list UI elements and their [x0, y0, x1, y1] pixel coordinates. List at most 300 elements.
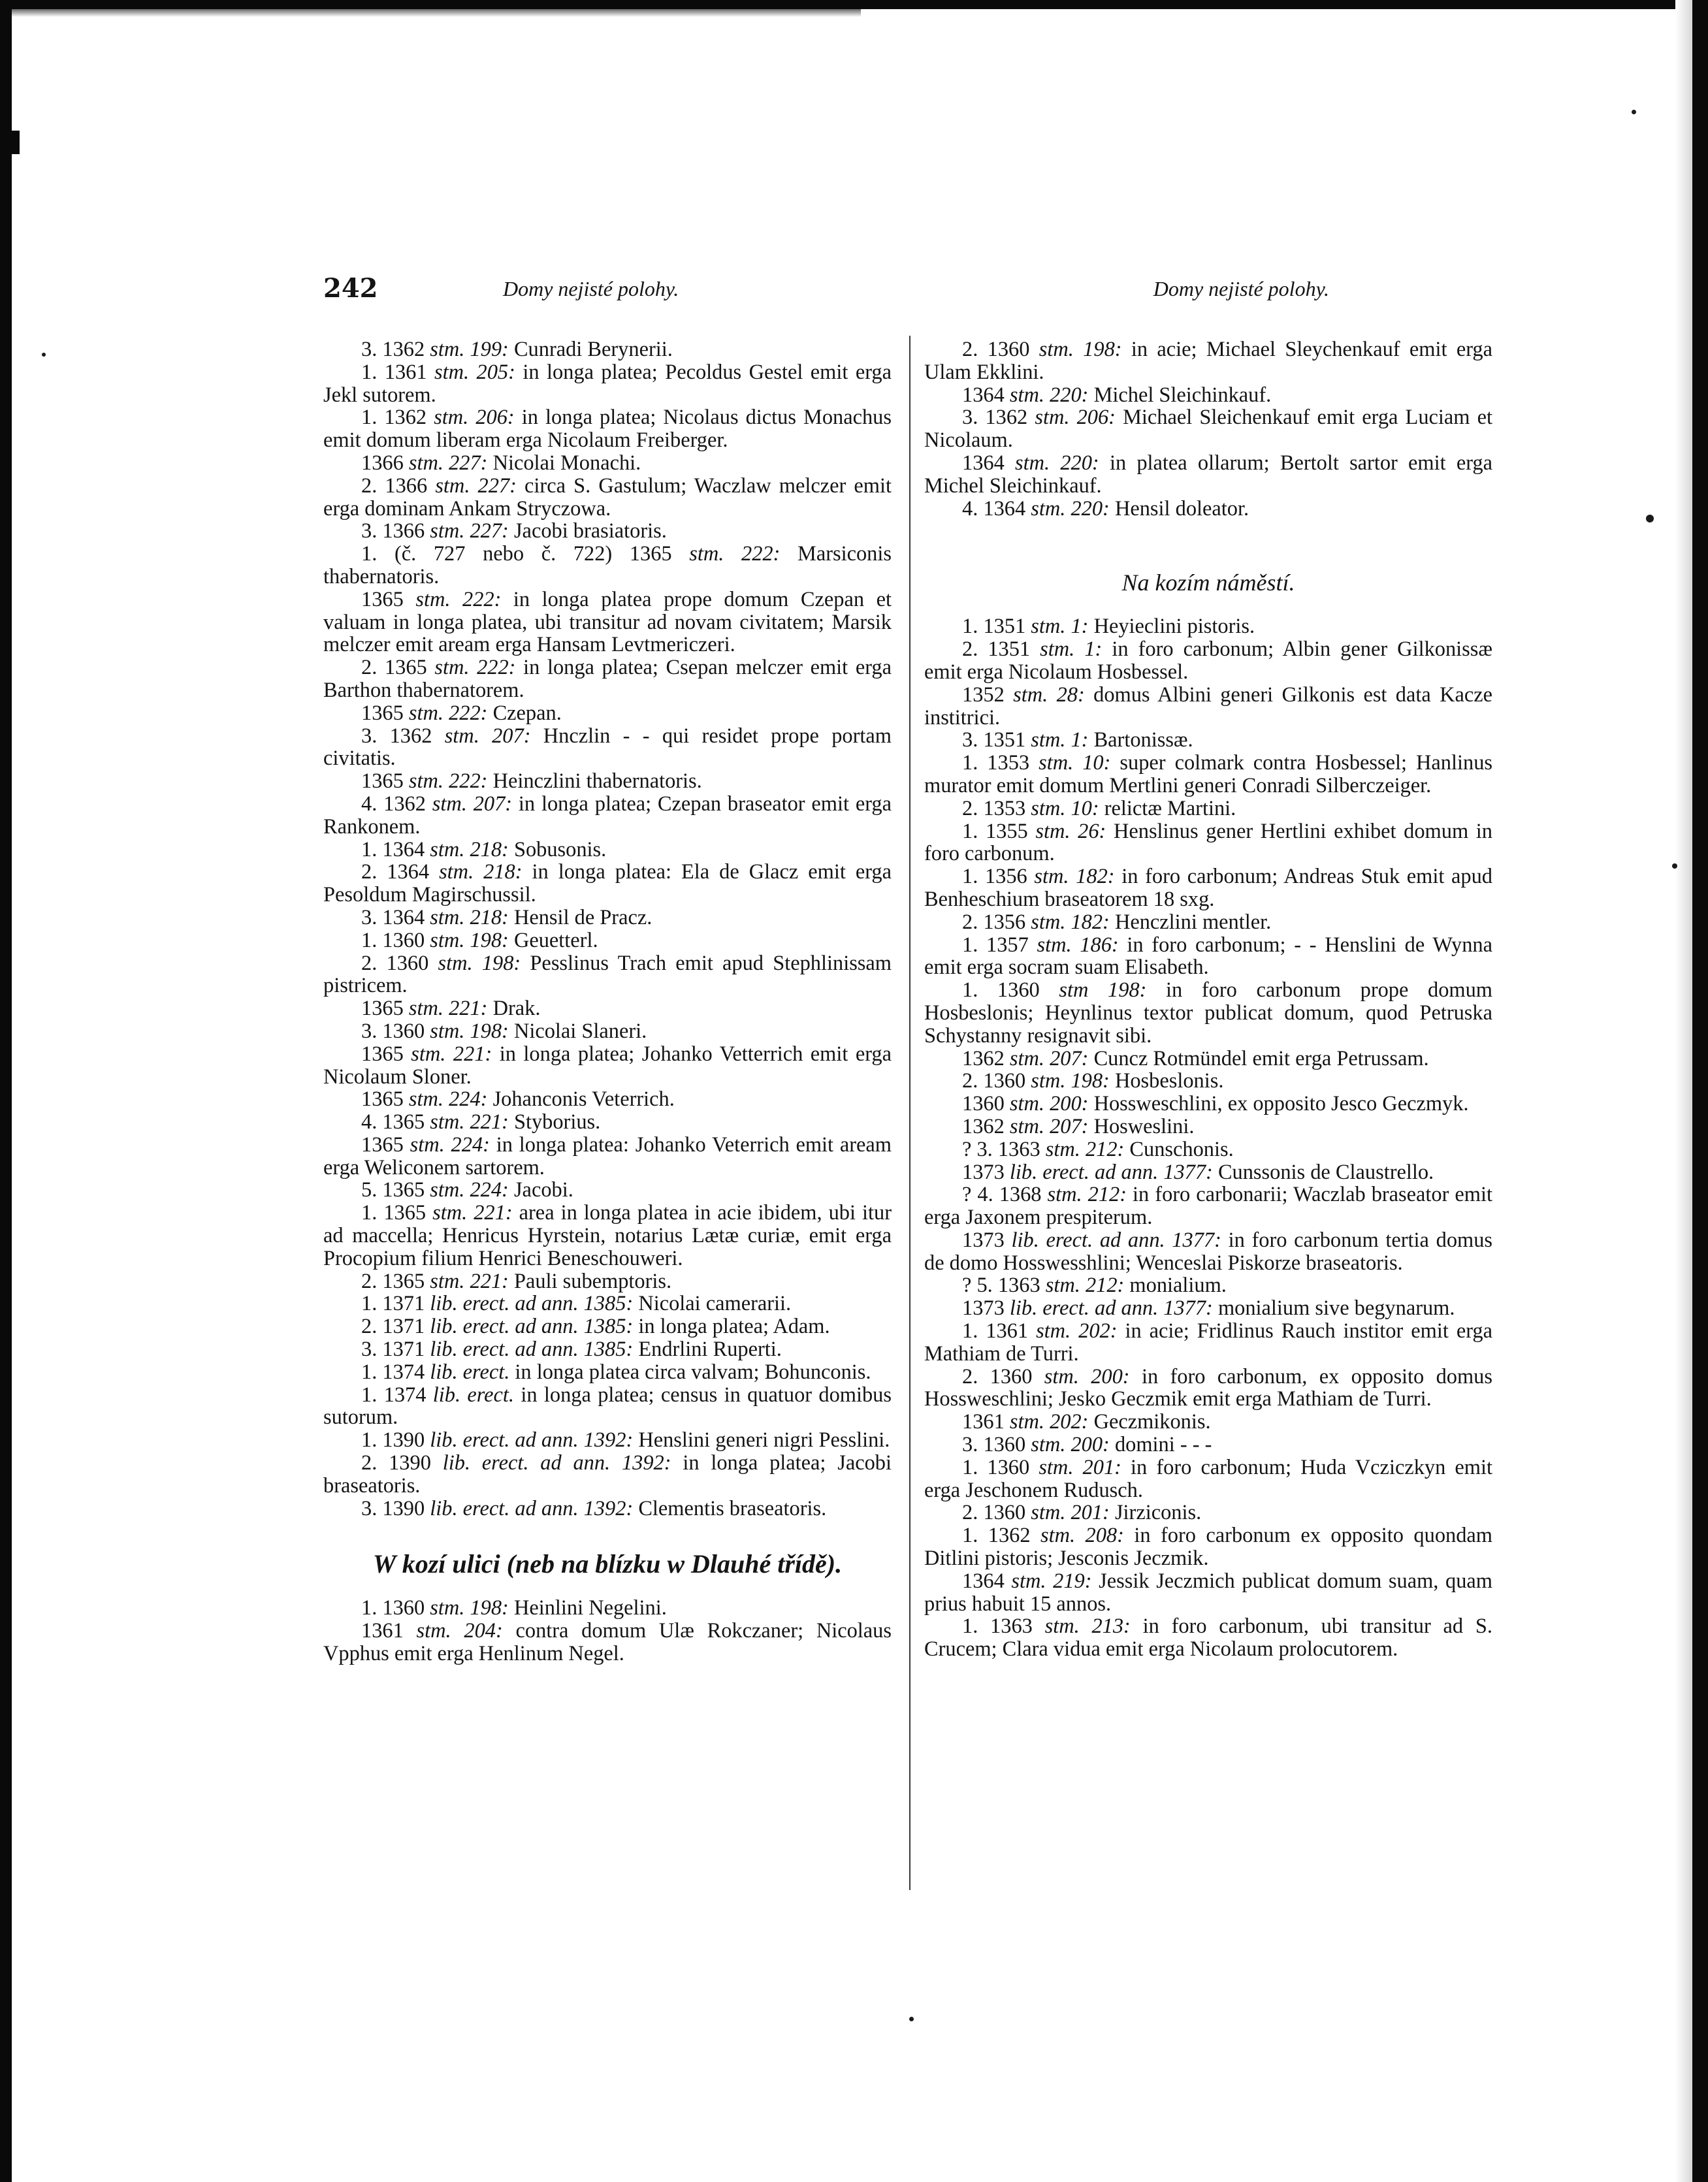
entry-source-reference: stm. 227:	[435, 473, 517, 498]
entry-source-reference: stm. 198:	[430, 1596, 509, 1620]
entry-source-reference: stm. 213:	[1044, 1614, 1131, 1639]
record-entry	[323, 406, 892, 452]
entry-text: in longa platea; Johanko Vetterrich emit erga Nicolaum Sloner.	[323, 1042, 892, 1089]
entry-text: Jacobi brasiatoris.	[508, 519, 667, 543]
entry-number: 2. 1365	[361, 656, 435, 680]
record-entry	[924, 1366, 1492, 1411]
entry-text: Cunssonis de Claustrello.	[1212, 1160, 1434, 1184]
entry-number: 1365	[361, 997, 409, 1021]
entry-number: 1373	[962, 1296, 1010, 1321]
record-entry	[323, 1597, 892, 1620]
entry-number: ? 3. 1363	[962, 1137, 1046, 1161]
entry-number: 1361	[962, 1410, 1010, 1434]
right-section-entries	[924, 615, 1492, 1661]
record-entry	[924, 1320, 1492, 1366]
entry-text: in foro carbonum, ex opposito domus Hossweschlini; Jesko Geczmik emit erga Mathiam de Turri.	[924, 1364, 1492, 1411]
record-entry	[924, 1524, 1492, 1570]
running-head-right: Domy nejisté polohy.	[1153, 277, 1329, 300]
entry-source-reference: stm. 198:	[1031, 1069, 1110, 1093]
entry-source-reference: stm. 218:	[430, 837, 509, 861]
entry-text: in acie; Michael Sleychenkauf emit erga Ulam Ekklini.	[924, 338, 1492, 384]
entry-source-reference: stm. 222:	[408, 701, 488, 725]
running-head-left: Domy nejisté polohy.	[503, 277, 679, 300]
entry-source-reference: stm. 222:	[415, 587, 502, 611]
record-entry	[323, 1620, 892, 1665]
entry-source-reference: stm. 207:	[1009, 1046, 1089, 1070]
entry-number: 1364	[962, 383, 1010, 407]
entry-source-reference: stm 198:	[1059, 978, 1147, 1003]
entry-source-reference: stm. 202:	[1009, 1410, 1089, 1434]
entry-source-reference: stm. 212:	[1045, 1274, 1125, 1298]
record-entry	[924, 1093, 1492, 1115]
entry-number: 1. 1364	[361, 837, 430, 861]
entry-source-reference: stm. 1:	[1031, 615, 1089, 639]
entry-source-reference: lib. erect. ad ann. 1392:	[430, 1428, 634, 1452]
entry-number: 3. 1390	[361, 1496, 430, 1520]
record-entry	[323, 1202, 892, 1270]
entry-source-reference: stm. 208:	[1040, 1524, 1124, 1548]
record-entry	[924, 979, 1492, 1047]
entry-source-reference: stm. 224:	[430, 1178, 509, 1202]
entry-text: in platea ollarum; Bertolt sartor emit erga Michel Sleichinkauf.	[924, 451, 1492, 498]
entry-number: 2. 1353	[962, 796, 1031, 820]
entry-source-reference: stm. 220:	[1031, 496, 1110, 521]
entry-number: 3. 1360	[962, 1433, 1031, 1457]
entry-number: 1. 1360	[962, 978, 1059, 1003]
entry-source-reference: stm. 221:	[408, 997, 488, 1021]
entry-text: in longa platea; Nicolaus dictus Monachus emit domum liberam erga Nicolaum Freiberger.	[323, 406, 892, 453]
entry-number: 3. 1351	[962, 728, 1031, 752]
entry-number: 1. 1357	[962, 933, 1037, 957]
entry-text: in longa platea; census in quatuor domibus sutorum.	[323, 1383, 892, 1430]
entry-number: 1361	[361, 1619, 417, 1643]
record-entry	[323, 1361, 892, 1384]
entry-text: Geczmikonis.	[1088, 1410, 1211, 1434]
right-column	[924, 338, 1492, 1661]
section-heading-kozi-namesti: Na kozím náměstí.	[1121, 570, 1295, 596]
record-entry	[323, 1498, 892, 1520]
record-entry	[323, 520, 892, 543]
entry-source-reference: stm. 207:	[444, 724, 531, 748]
entry-source-reference: stm. 198:	[1039, 338, 1122, 361]
record-entry	[323, 906, 892, 929]
entry-number: 1. 1356	[962, 865, 1035, 889]
entry-source-reference: lib. erect. ad ann. 1377:	[1011, 1228, 1221, 1252]
entry-source-reference: stm. 222:	[689, 542, 781, 566]
record-entry	[323, 588, 892, 656]
entry-text: monialium sive begynarum.	[1212, 1296, 1455, 1321]
record-entry	[323, 1384, 892, 1430]
entry-text: Geuetterl.	[508, 928, 598, 952]
entry-number: 3. 1364	[361, 905, 430, 929]
entry-source-reference: stm. 199:	[430, 338, 509, 361]
entry-number: 1. 1362	[962, 1524, 1040, 1548]
entry-text: Endrlini Ruperti.	[633, 1338, 782, 1362]
entry-source-reference: lib. erect. ad ann. 1377:	[1009, 1160, 1213, 1184]
record-entry	[924, 338, 1492, 384]
entry-text: in foro carbonum ex opposito quondam Ditlini pistoris; Jesconis Jeczmik.	[924, 1524, 1492, 1571]
entry-number: 1. 1374	[361, 1383, 433, 1407]
ink-speck	[42, 353, 46, 357]
record-entry	[924, 1434, 1492, 1456]
entry-text: Nicolai Monachi.	[487, 451, 641, 475]
entry-text: in longa platea; Czepan braseator emit erga Rankonem.	[323, 792, 892, 839]
entry-text: relictæ Martini.	[1099, 796, 1236, 820]
left-column	[323, 338, 892, 1665]
entry-text: Sobusonis.	[508, 837, 607, 861]
entry-source-reference: stm. 227:	[408, 451, 488, 475]
record-entry	[924, 797, 1492, 820]
entry-number: 1365	[361, 701, 409, 725]
entry-number: 2. 1360	[361, 951, 438, 975]
left-entries	[323, 338, 892, 1520]
record-entry	[924, 911, 1492, 934]
record-entry	[323, 1452, 892, 1498]
record-entry	[323, 861, 892, 906]
entry-source-reference: stm. 204:	[416, 1619, 503, 1643]
entry-text: in foro carbonum; Huda Vcziczkyn emit erga Jeschonem Rudusch.	[924, 1455, 1492, 1502]
entry-number: 1. 1361	[962, 1319, 1037, 1343]
entry-number: 1. 1351	[962, 615, 1031, 639]
entry-source-reference: stm. 221:	[430, 1269, 509, 1293]
entry-text: Cunradi Berynerii.	[508, 338, 673, 361]
entry-number: 1. (č. 727 nebo č. 722) 1365	[361, 542, 690, 566]
entry-text: in acie; Fridlinus Rauch institor emit erga Mathiam de Turri.	[924, 1319, 1492, 1366]
entry-number: 1. 1374	[361, 1360, 430, 1384]
entry-text: Bartonissæ.	[1088, 728, 1193, 752]
entry-text: domini - - -	[1109, 1433, 1212, 1457]
entry-number: 3. 1366	[361, 519, 430, 543]
entry-text: in longa platea prope domum Czepan et valuam in longa platea, ubi transitur ad novam civitatem; Marsik melczer emit aream erga Hansam Levtmericzeri.	[323, 587, 892, 657]
record-entry	[323, 1088, 892, 1111]
entry-text: circa S. Gastulum; Waczlaw melczer emit erga dominam Ankam Stryczowa.	[323, 473, 892, 521]
entry-number: 1362	[962, 1114, 1010, 1138]
entry-text: area in longa platea in acie ibidem, ubi itur ad maccella; Henricus Hyrstein, notarius Lætæ curiæ, emit erga Procopium filium Henrici Beneschouweri.	[323, 1201, 892, 1270]
record-entry	[323, 997, 892, 1020]
record-entry	[924, 1411, 1492, 1434]
entry-text: in foro carbonum; - - Henslini de Wynna emit erga socram suam Elisabeth.	[924, 933, 1492, 980]
entry-source-reference: stm. 198:	[430, 928, 509, 952]
entry-text: Clementis braseatoris.	[633, 1496, 827, 1520]
record-entry	[323, 929, 892, 952]
entry-number: 1. 1363	[962, 1614, 1045, 1639]
entry-text: in foro carbonarii; Waczlab braseator emit erga Jaxonem prespiterum.	[924, 1183, 1492, 1230]
entry-text: monialium.	[1124, 1274, 1227, 1298]
entry-number: 1. 1362	[361, 406, 434, 430]
entry-text: in foro carbonum, ubi transitur ad S. Crucem; Clara vidua emit erga Nicolaum prolocutorem.	[924, 1614, 1492, 1661]
entry-text: Cuncz Rotmündel emit erga Petrussam.	[1088, 1046, 1429, 1070]
record-entry	[924, 1138, 1492, 1161]
entry-source-reference: stm. 198:	[438, 951, 521, 975]
entry-text: Marsiconis thabernatoris.	[323, 542, 892, 588]
column-divider	[909, 336, 910, 1890]
entry-number: 1365	[361, 1087, 409, 1112]
entry-text: Johanconis Veterrich.	[487, 1087, 675, 1112]
record-entry	[924, 498, 1492, 521]
entry-number: 1. 1390	[361, 1428, 430, 1452]
entry-text: in longa platea; Adam.	[633, 1315, 830, 1339]
record-entry	[323, 1020, 892, 1043]
entry-number: 1. 1360	[962, 1455, 1039, 1479]
entry-number: 2. 1360	[962, 338, 1039, 361]
record-entry	[924, 1570, 1492, 1616]
record-entry	[323, 1043, 892, 1089]
entry-number: 2. 1356	[962, 910, 1031, 934]
entry-text: Heinlini Negelini.	[508, 1596, 667, 1620]
entry-text: Michael Sleichenkauf emit erga Luciam et Nicolaum.	[924, 406, 1492, 453]
record-entry	[323, 770, 892, 793]
entry-number: 1364	[962, 451, 1016, 475]
entry-source-reference: stm. 227:	[430, 519, 509, 543]
record-entry	[323, 475, 892, 521]
entry-source-reference: lib. erect.	[432, 1383, 515, 1407]
entry-text: super colmark contra Hosbessel; Hanlinus murator emit domum Mertlini generi Conradi Silberczeiger.	[924, 751, 1492, 797]
entry-text: Jacobi.	[508, 1178, 573, 1202]
scan-border-right	[1692, 0, 1708, 2182]
record-entry	[924, 1229, 1492, 1275]
record-entry	[323, 1315, 892, 1338]
entry-text: Jessik Jeczmich publicat domum suam, quam prius habuit 15 annos.	[924, 1569, 1492, 1616]
scan-edge-mark	[0, 131, 20, 154]
entry-source-reference: stm. 224:	[410, 1132, 490, 1157]
entry-source-reference: stm. 219:	[1011, 1569, 1092, 1593]
entry-source-reference: stm. 218:	[439, 860, 523, 884]
entry-source-reference: stm. 207:	[1009, 1114, 1089, 1138]
entry-text: Hosbeslonis.	[1109, 1069, 1224, 1093]
entry-text: in longa platea; Jacobi braseatoris.	[323, 1451, 892, 1498]
entry-text: Heinczlini thabernatoris.	[487, 769, 702, 794]
entry-source-reference: lib. erect. ad ann. 1385:	[430, 1338, 634, 1362]
record-entry	[924, 452, 1492, 498]
record-entry	[323, 1270, 892, 1293]
record-entry	[924, 752, 1492, 797]
record-entry	[924, 1297, 1492, 1320]
entry-number: 2. 1371	[361, 1315, 430, 1339]
ink-speck	[1646, 515, 1654, 522]
entry-number: 1373	[962, 1228, 1012, 1252]
entry-text: Nicolai camerarii.	[633, 1292, 792, 1316]
record-entry	[323, 1179, 892, 1202]
scan-shadow-top	[12, 9, 861, 17]
record-entry	[323, 452, 892, 475]
entry-text: in longa platea: Ela de Glacz emit erga Pesoldum Magirschussil.	[323, 860, 892, 907]
entry-source-reference: stm. 222:	[434, 656, 516, 680]
entry-number: 5. 1365	[361, 1178, 430, 1202]
entry-number: 4. 1362	[361, 792, 432, 816]
entry-number: 1352	[962, 682, 1014, 707]
entry-number: 1373	[962, 1160, 1010, 1184]
record-entry	[924, 1161, 1492, 1184]
entry-text: Hensil de Pracz.	[508, 905, 653, 929]
entry-number: 1. 1365	[361, 1201, 433, 1225]
entry-source-reference: stm. 1:	[1040, 637, 1103, 662]
entry-number: 2. 1351	[962, 637, 1040, 662]
entry-source-reference: lib. erect. ad ann. 1377:	[1009, 1296, 1213, 1321]
entry-text: in foro carbonum; Albin gener Gilkonissæ emit erga Nicolaum Hosbessel.	[924, 637, 1492, 684]
entry-source-reference: stm. 182:	[1031, 910, 1110, 934]
entry-text: in foro carbonum; Andreas Stuk emit apud Benheschium braseatorem 18 sxg.	[924, 865, 1492, 911]
entry-source-reference: stm. 200:	[1009, 1092, 1089, 1116]
record-entry	[924, 1070, 1492, 1093]
entry-source-reference: stm. 182:	[1034, 865, 1115, 889]
entry-source-reference: stm. 206:	[434, 406, 515, 430]
entry-number: 1. 1361	[361, 360, 434, 384]
entry-number: 1365	[361, 1132, 410, 1157]
record-entry	[924, 684, 1492, 730]
entry-text: Hosweslini.	[1088, 1114, 1195, 1138]
entry-text: contra domum Ulæ Rokczaner; Nicolaus Vpphus emit erga Henlinum Negel.	[323, 1619, 892, 1666]
entry-text: in longa platea; Csepan melczer emit erga Barthon thabernatorem.	[323, 656, 892, 702]
record-entry	[924, 1501, 1492, 1524]
entry-source-reference: stm. 10:	[1039, 751, 1111, 775]
entry-text: Jirziconis.	[1109, 1501, 1202, 1525]
entry-number: 1362	[962, 1046, 1010, 1070]
entry-source-reference: stm. 10:	[1031, 796, 1099, 820]
record-entry	[323, 1292, 892, 1315]
entry-number: 2. 1360	[962, 1069, 1031, 1093]
entry-source-reference: stm. 218:	[430, 905, 509, 929]
record-entry	[924, 615, 1492, 638]
entry-number: ? 4. 1368	[962, 1183, 1048, 1207]
entry-source-reference: stm. 220:	[1009, 383, 1089, 407]
record-entry	[924, 820, 1492, 866]
entry-source-reference: lib. erect. ad ann. 1392:	[430, 1496, 634, 1520]
record-entry	[924, 406, 1492, 452]
record-entry	[924, 1274, 1492, 1297]
section-heading-kozi-ulice: W kozí ulici (neb na blízku w Dlauhé třídě).	[372, 1549, 843, 1579]
entry-number: 1366	[361, 451, 409, 475]
entry-source-reference: stm. 212:	[1047, 1183, 1127, 1207]
entry-text: Michel Sleichinkauf.	[1088, 383, 1272, 407]
entry-source-reference: stm. 28:	[1013, 682, 1085, 707]
ink-speck	[1632, 110, 1636, 114]
page-number: 242	[323, 273, 378, 304]
entry-number: 3. 1362	[361, 338, 430, 361]
entry-number: 1365	[361, 1042, 411, 1066]
entry-text: in longa platea; Pecoldus Gestel emit erga Jekl sutorem.	[323, 360, 892, 407]
right-entries	[924, 338, 1492, 520]
entry-number: 2. 1390	[361, 1451, 443, 1475]
record-entry	[323, 725, 892, 771]
entry-number: 1. 1371	[361, 1292, 430, 1316]
entry-number: 1360	[962, 1092, 1010, 1116]
entry-source-reference: stm. 221:	[430, 1110, 509, 1134]
record-entry	[924, 865, 1492, 911]
entry-text: Hensil doleator.	[1109, 496, 1249, 521]
entry-number: 3. 1371	[361, 1338, 430, 1362]
entry-text: Heyieclini pistoris.	[1088, 615, 1255, 639]
record-entry	[323, 793, 892, 839]
record-entry	[323, 656, 892, 702]
entry-number: 1365	[361, 587, 416, 611]
entry-number: 1365	[361, 769, 409, 794]
entry-source-reference: stm. 1:	[1031, 728, 1089, 752]
record-entry	[323, 1429, 892, 1452]
entry-number: 2. 1366	[361, 473, 436, 498]
scan-border-left	[0, 0, 12, 2182]
record-entry	[924, 729, 1492, 752]
record-entry	[323, 1338, 892, 1361]
record-entry	[924, 1615, 1492, 1661]
entry-source-reference: stm. 200:	[1031, 1433, 1110, 1457]
entry-source-reference: lib. erect.	[430, 1360, 510, 1384]
entry-text: Henslinus gener Hertlini exhibet domum in foro carbonum.	[924, 819, 1492, 866]
entry-source-reference: lib. erect. ad ann. 1392:	[442, 1451, 671, 1475]
entry-number: 2. 1360	[962, 1364, 1044, 1388]
entry-number: 1364	[962, 1569, 1012, 1593]
entry-text: Hnczlin - - qui residet prope portam civitatis.	[323, 724, 892, 771]
entry-number: 1. 1360	[361, 1596, 430, 1620]
entry-number: 3. 1360	[361, 1019, 430, 1043]
entry-text: Henslini generi nigri Pesslini.	[633, 1428, 890, 1452]
entry-text: Nicolai Slaneri.	[508, 1019, 647, 1043]
ink-speck	[909, 2017, 914, 2021]
scan-border-top	[0, 0, 1708, 9]
entry-number: 1. 1360	[361, 928, 430, 952]
record-entry	[323, 361, 892, 407]
entry-source-reference: stm. 222:	[408, 769, 488, 794]
entry-number: 2. 1360	[962, 1501, 1031, 1525]
entry-number: 4. 1364	[962, 496, 1031, 521]
entry-number: ? 5. 1363	[962, 1274, 1046, 1298]
record-entry	[323, 839, 892, 861]
entry-source-reference: stm. 202:	[1036, 1319, 1118, 1343]
entry-source-reference: stm. 200:	[1044, 1364, 1130, 1388]
record-entry	[323, 1111, 892, 1134]
entry-source-reference: lib. erect. ad ann. 1385:	[430, 1315, 634, 1339]
entry-source-reference: stm. 201:	[1031, 1501, 1110, 1525]
entry-number: 1. 1353	[962, 751, 1039, 775]
record-entry	[924, 384, 1492, 407]
entry-text: Cunschonis.	[1124, 1137, 1234, 1161]
entry-text: Drak.	[487, 997, 541, 1021]
record-entry	[924, 1048, 1492, 1070]
entry-text: Henczlini mentler.	[1109, 910, 1272, 934]
record-entry	[924, 934, 1492, 980]
entry-source-reference: stm. 207:	[432, 792, 513, 816]
entry-source-reference: lib. erect. ad ann. 1385:	[430, 1292, 634, 1316]
entry-number: 4. 1365	[361, 1110, 430, 1134]
entry-source-reference: stm. 198:	[430, 1019, 509, 1043]
entry-text: Czepan.	[487, 701, 562, 725]
entry-number: 2. 1364	[361, 860, 440, 884]
entry-source-reference: stm. 212:	[1045, 1137, 1125, 1161]
entry-source-reference: stm. 221:	[411, 1042, 492, 1066]
scan-shadow-right	[1675, 0, 1692, 2182]
entry-number: 3. 1362	[962, 406, 1035, 430]
entry-source-reference: stm. 224:	[408, 1087, 488, 1112]
entry-source-reference: stm. 220:	[1015, 451, 1099, 475]
entry-source-reference: stm. 201:	[1039, 1455, 1121, 1479]
record-entry	[924, 638, 1492, 684]
entry-text: in foro carbonum tertia domus de domo Hosswesshlini; Wenceslai Piskorze braseatoris.	[924, 1228, 1493, 1275]
entry-source-reference: stm. 206:	[1035, 406, 1116, 430]
record-entry	[323, 702, 892, 725]
record-entry	[924, 1456, 1492, 1502]
record-entry	[924, 1183, 1492, 1229]
entry-text: Pesslinus Trach emit apud Stephlinissam pistricem.	[323, 951, 892, 998]
entry-source-reference: stm. 205:	[434, 360, 515, 384]
entry-source-reference: stm. 221:	[432, 1201, 513, 1225]
page-header	[323, 273, 1329, 312]
ink-speck	[1672, 863, 1677, 869]
entry-number: 1. 1355	[962, 819, 1036, 843]
entry-text: Pauli subemptoris.	[508, 1269, 672, 1293]
record-entry	[323, 543, 892, 588]
entry-text: in foro carbonum prope domum Hosbeslonis; Heynlinus textor publicat domum, quod Petruska Schystanny resignavit sibi.	[924, 978, 1492, 1048]
record-entry	[323, 338, 892, 361]
record-entry	[323, 952, 892, 998]
